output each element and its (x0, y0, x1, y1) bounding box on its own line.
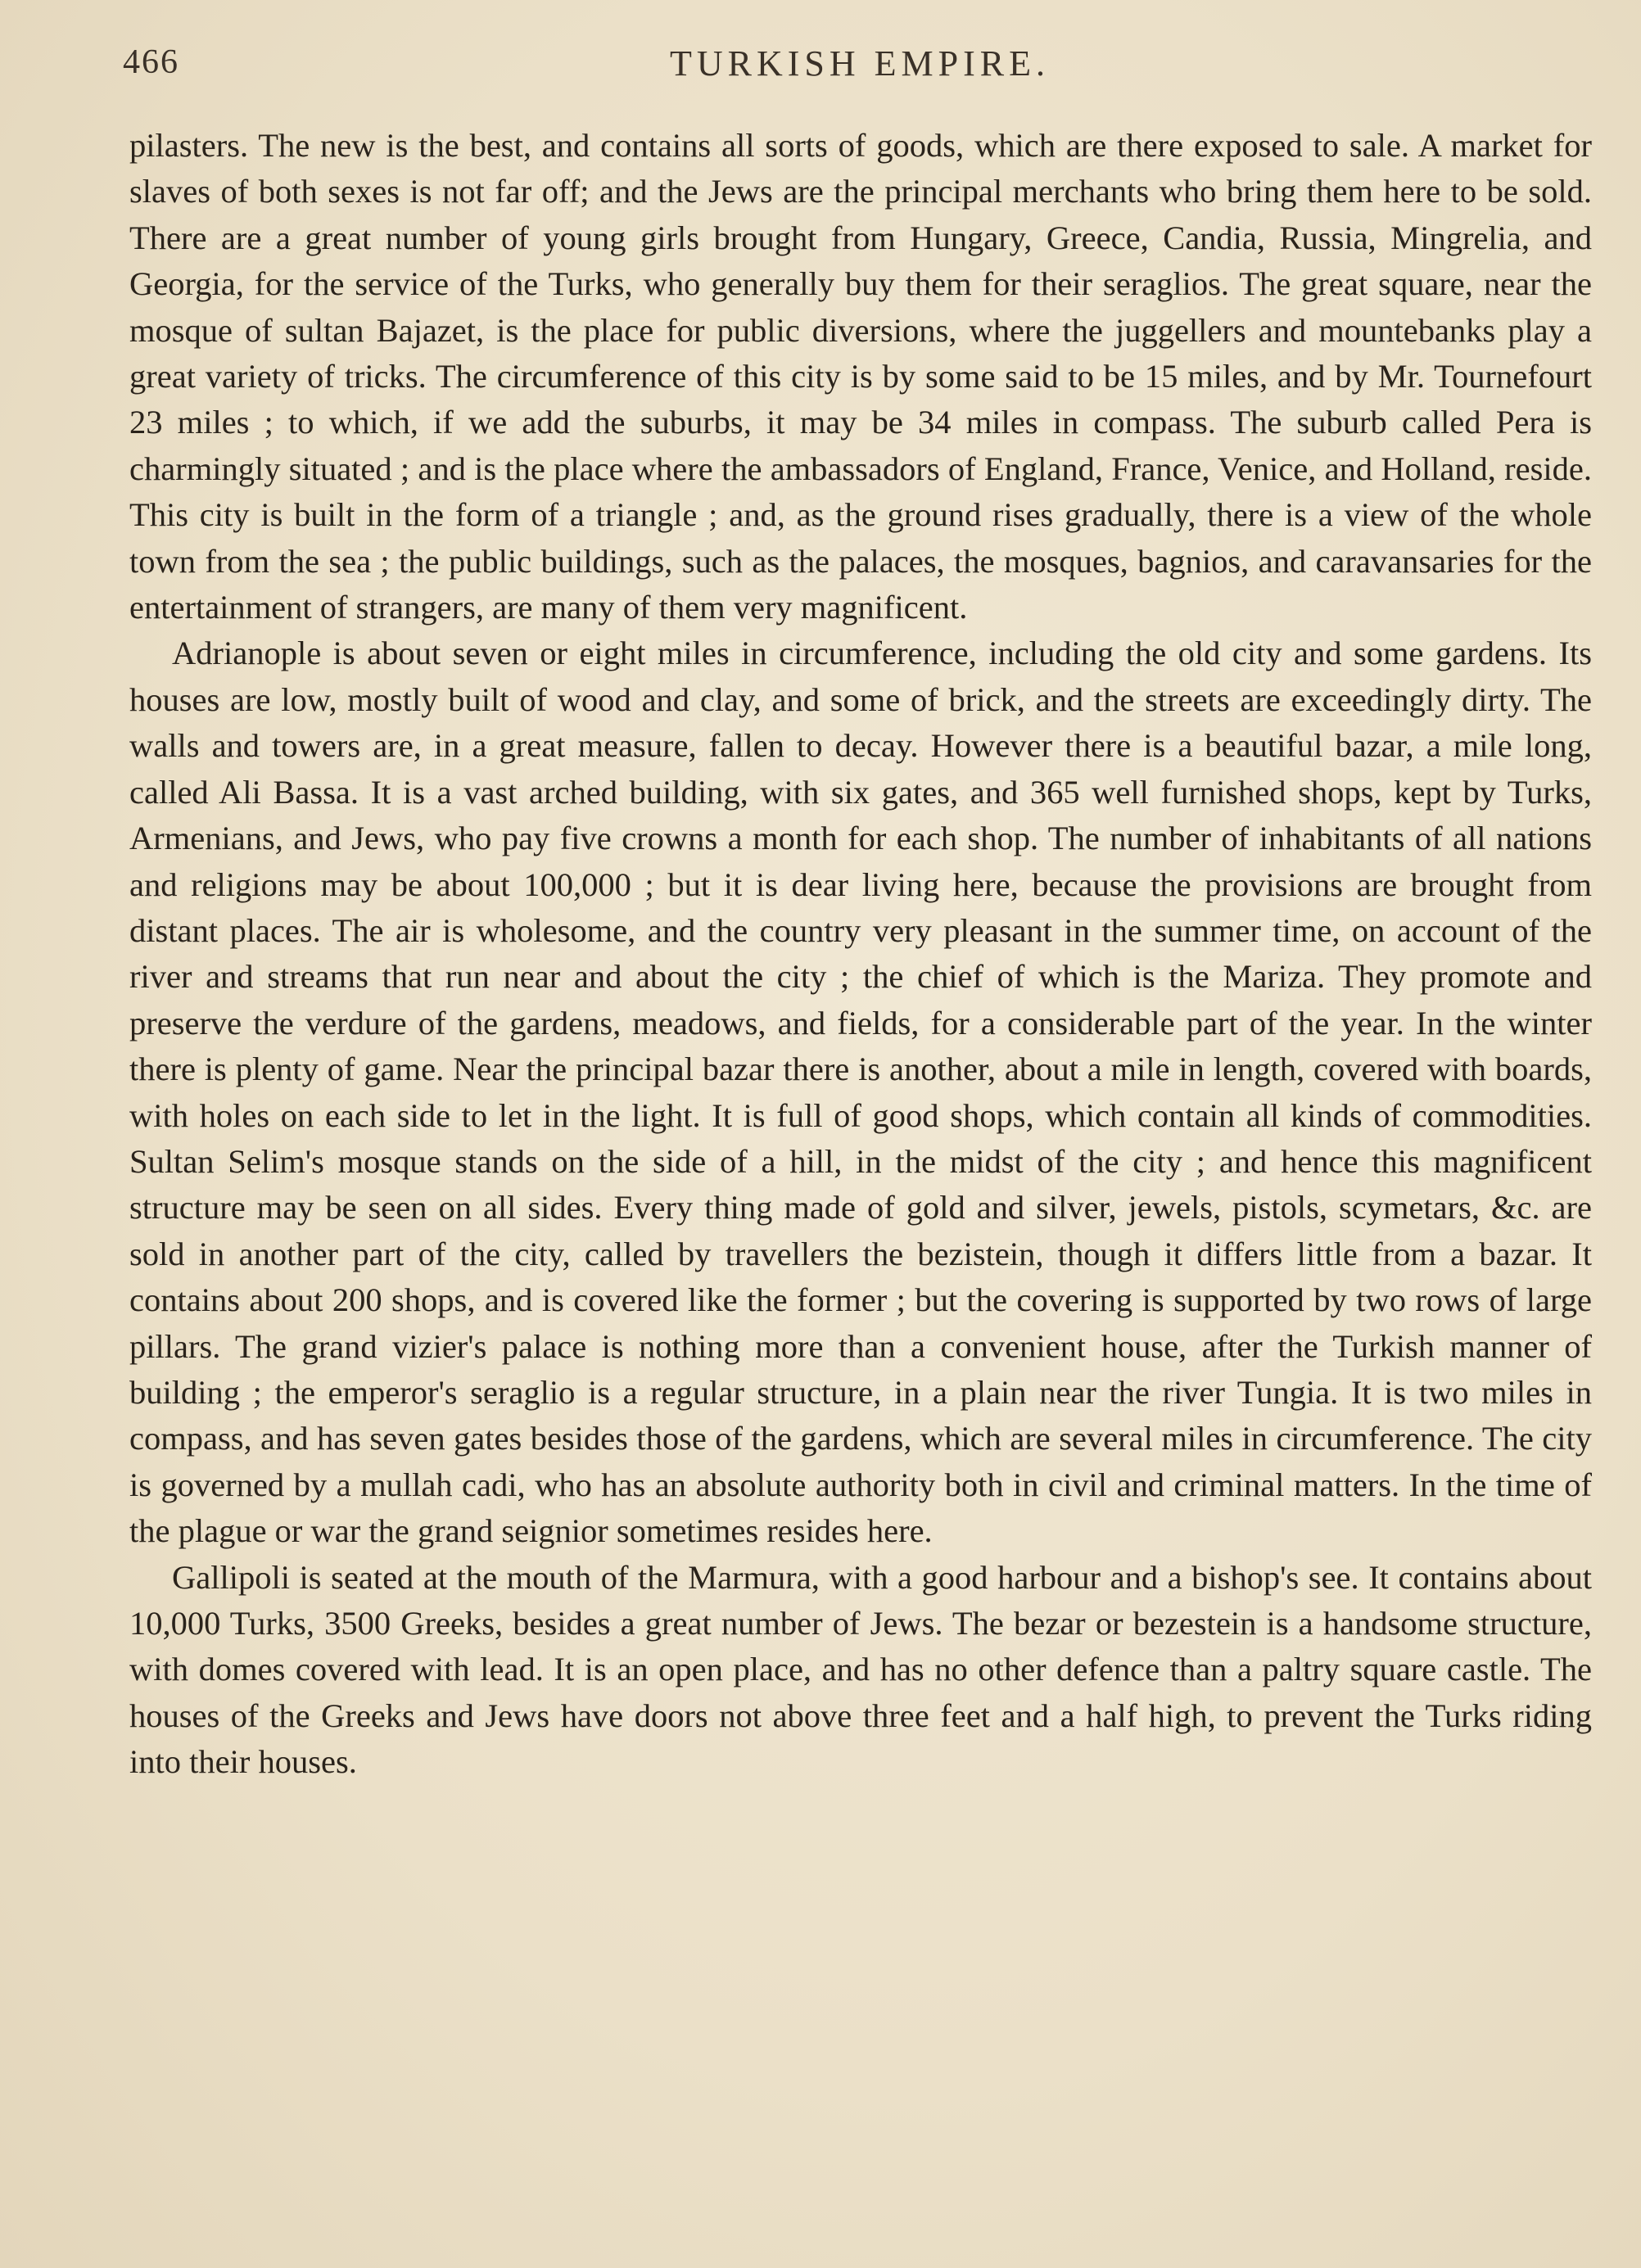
paragraph-constantinople-continued: pilasters. The new is the best, and contains all sorts of goods, which are there exposed to sale. A market for slaves of both sexes is not far off; and the Jews are the principal merchants who bring them here to be sold. There are a great number of young girls brought from Hungary, Greece, Candia, Russia, Mingrelia, and Georgia, for the service of the Turks, who generally buy them for their seraglios. The great square, near the mosque of sultan Bajazet, is the place for public diversions, where the juggellers and mountebanks play a great variety of tricks. The circumference of this city is by some said to be 15 miles, and by Mr. Tournefourt 23 miles ; to which, if we add the suburbs, it may be 34 miles in compass. The suburb called Pera is charmingly situated ; and is the place where the ambassadors of England, France, Venice, and Holland, reside. This city is built in the form of a triangle ; and, as the ground rises gradually, there is a view of the whole town from the sea ; the public buildings, such as the palaces, the mosques, bagnios, and caravansaries for the entertainment of strangers, are many of them very magnificent. (129, 127, 1592, 626)
body-text (129, 123, 1592, 1786)
running-title: TURKISH EMPIRE. (669, 43, 1051, 84)
paragraph-gallipoli: Gallipoli is seated at the mouth of the Marmura, with a good harbour and a bishop's see. It contains about 10,000 Turks, 3500 Greeks, besides a great number of Jews. The bezar or bezestein is a handsome structure, with domes covered with lead. It is an open place, and has no other defence than a paltry square castle. The houses of the Greeks and Jews have doors not above three feet and a half high, to prevent the Turks riding into their houses. (129, 1558, 1592, 1781)
running-header (123, 43, 1597, 92)
paragraph-adrianople: Adrianople is about seven or eight miles in circumference, including the old city and some gardens. Its houses are low, mostly built of wood and clay, and some of brick, and the streets are exceedingly dirty. The walls and towers are, in a great measure, fallen to decay. However there is a beautiful bazar, a mile long, called Ali Bassa. It is a vast arched building, with six gates, and 365 well furnished shops, kept by Turks, Armenians, and Jews, who pay five crowns a month for each shop. The number of inhabitants of all nations and religions may be about 100,000 ; but it is dear living here, because the provisions are brought from distant places. The air is wholesome, and the country very pleasant in the summer time, on account of the river and streams that run near and about the city ; the chief of which is the Mariza. They promote and preserve the verdure of the gardens, meadows, and fields, for a considerable part of the year. In the winter there is plenty of game. Near the principal bazar there is another, about a mile in length, covered with boards, with holes on each side to let in the light. It is full of good shops, which contain all kinds of commodities. Sultan Selim's mosque stands on the side of a hill, in the midst of the city ; and hence this magnificent structure may be seen on all sides. Every thing made of gold and silver, jewels, pistols, scymetars, &c. are sold in another part of the city, called by travellers the bezistein, though it differs little from a bazar. It contains about 200 shops, and is covered like the former ; but the covering is supported by two rows of large pillars. The grand vizier's palace is nothing more than a convenient house, after the Turkish manner of building ; the emperor's seraglio is a regular structure, in a plain near the river Tungia. It is two miles in compass, and has seven gates besides those of the gardens, which are several miles in circumference. The city is governed by a mullah cadi, who has an absolute authority both in civil and criminal matters. In the time of the plague or war the grand seignior sometimes resides here. (129, 635, 1592, 1550)
page-number: 466 (123, 43, 179, 81)
